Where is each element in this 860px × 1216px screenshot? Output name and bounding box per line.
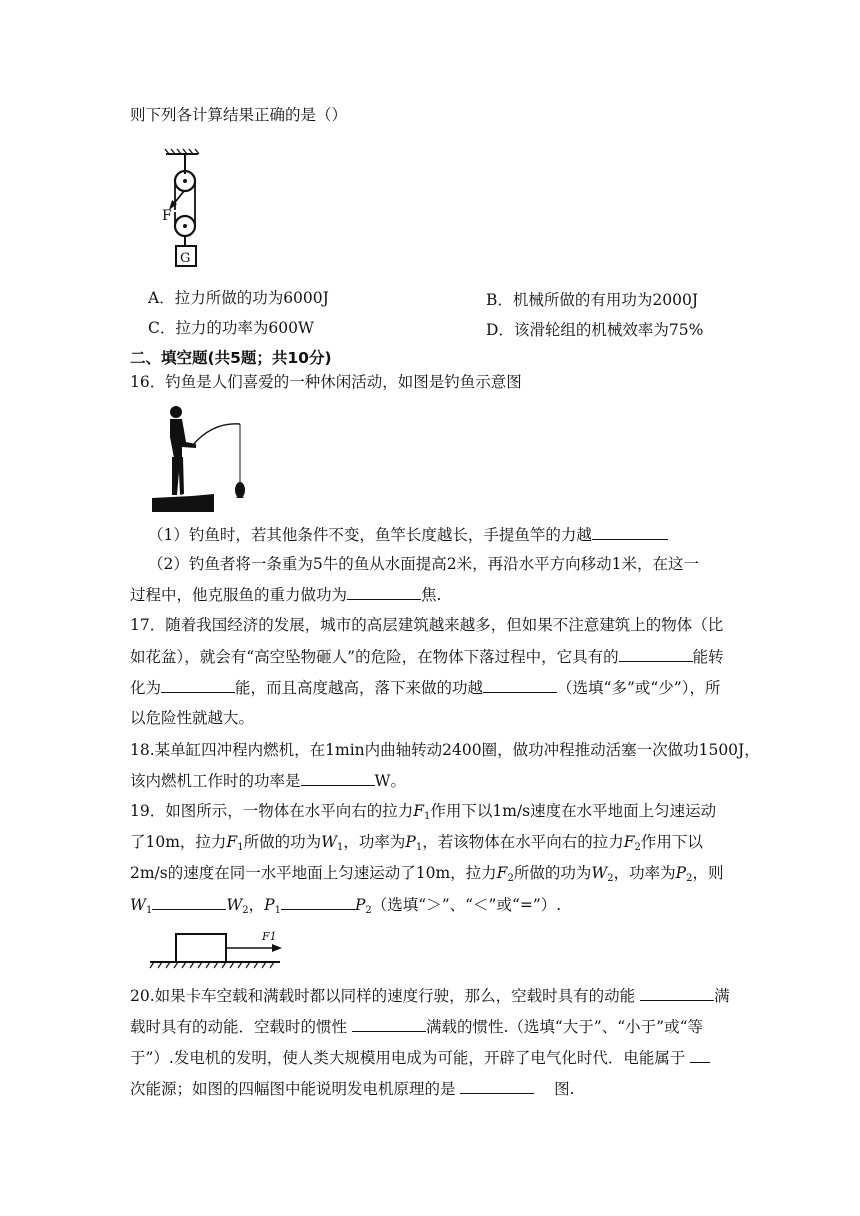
q17-text: 如花盆），就会有“高空坠物砸人”的危险，在物体下落过程中，它具有的 <box>130 648 619 666</box>
q19-text: 所做的功为 <box>243 833 322 851</box>
answer-blank[interactable] <box>161 677 235 693</box>
weight-label: G <box>180 251 191 266</box>
option-b: B．机械所做的有用功为2000J <box>486 291 699 309</box>
q20-text: 载时具有的动能．空载时的惯性 <box>130 1018 348 1036</box>
q19-line2 <box>130 832 703 858</box>
symbol-w: W <box>130 896 146 914</box>
symbol-f: F <box>623 833 635 851</box>
q19-text: 作用下以 <box>640 833 703 851</box>
subscript: 2 <box>686 873 693 884</box>
subscript: 1 <box>274 905 281 916</box>
q20-text: 满载的惯性.（选填“大于”、“小于”或“等 <box>425 1018 704 1036</box>
q16-stem: 16．钓鱼是人们喜爱的一种休闲活动，如图是钓鱼示意图 <box>130 373 522 391</box>
subscript: 1 <box>424 811 431 822</box>
q16-part1-text: （1）钓鱼时，若其他条件不变，鱼竿长度越长，手提鱼竿的力越 <box>148 526 592 544</box>
answer-blank[interactable] <box>152 894 226 910</box>
symbol-f: F <box>413 802 424 820</box>
q20-line4 <box>130 1078 575 1099</box>
force-f1-label: F1 <box>262 930 277 943</box>
section-heading: 二、填空题(共5题；共10分) <box>130 349 332 367</box>
q19-text: （选填“＞”、“＜”或“=”）. <box>371 896 562 914</box>
subscript: 2 <box>242 905 249 916</box>
symbol-p: P <box>354 896 366 914</box>
comma: ， <box>248 896 265 914</box>
answer-blank[interactable] <box>640 985 714 1001</box>
q19-text: 所做的功为 <box>513 864 592 882</box>
force-label: F <box>162 208 172 224</box>
answer-blank[interactable] <box>352 1016 426 1032</box>
q16-part2-text: 过程中，他克服鱼的重力做功为 <box>130 586 348 604</box>
symbol-w: W <box>321 833 338 851</box>
q19-line4 <box>130 894 561 921</box>
q19-text: ，则 <box>692 864 724 882</box>
q17-line3 <box>130 677 720 698</box>
subscript: 1 <box>237 842 244 853</box>
q20-text: 次能源；如图的四幅图中能说明发电机原理的是 <box>130 1080 456 1098</box>
symbol-p: P <box>405 833 416 851</box>
q18-text: W。 <box>374 772 406 790</box>
q17-text: （选填“多”或“少”），所 <box>557 679 721 697</box>
subscript: 1 <box>415 842 423 853</box>
q17-line1: 17．随着我国经济的发展，城市的高层建筑越来越多，但如果不注意建筑上的物体（比 <box>130 616 724 634</box>
q20-text: 于”）.发电机的发明，使人类大规模用电成为可能，开辟了电气化时代．电能属于 <box>130 1049 686 1067</box>
q20-line3 <box>130 1047 710 1068</box>
symbol-w: W <box>591 864 608 882</box>
symbol-f: F <box>226 833 238 851</box>
subscript: 1 <box>145 905 153 916</box>
q19-text: ，功率为 <box>613 864 676 882</box>
q20-text: 满 <box>714 987 730 1005</box>
symbol-f: F <box>496 864 508 882</box>
q19-text: 了10m，拉力 <box>130 833 227 851</box>
option-a: A．拉力所做的功为6000J <box>148 289 329 307</box>
q19-text: 作用下以1m/s速度在水平地面上匀速运动 <box>430 802 717 820</box>
q20-line1 <box>130 985 730 1006</box>
q19-text: ，功率为 <box>343 833 406 851</box>
q16-part1 <box>148 524 668 545</box>
q16-unit: 焦. <box>421 586 442 604</box>
q17-line4: 以危险性就越大。 <box>130 709 255 727</box>
symbol-p: P <box>675 864 687 882</box>
answer-blank[interactable] <box>690 1047 710 1063</box>
q19-line3 <box>130 863 723 889</box>
q17-text: 能转 <box>692 648 724 666</box>
symbol-w: W <box>226 896 243 914</box>
answer-blank[interactable] <box>281 894 355 910</box>
q19-line1 <box>130 801 716 827</box>
q20-text: 图. <box>554 1080 575 1098</box>
q19-text: 2m/s的速度在同一水平地面上匀速运动了10m，拉力 <box>130 864 497 882</box>
answer-blank[interactable] <box>592 524 668 540</box>
q18-line1: 18.某单缸四冲程内燃机，在1min内曲轴转动2400圈，做功冲程推动活塞一次做功1500J， <box>130 741 760 759</box>
answer-blank[interactable] <box>619 646 693 662</box>
subscript: 1 <box>337 842 344 853</box>
q19-text: ，若该物体在水平向右的拉力 <box>422 833 624 851</box>
q18-line2 <box>130 770 406 791</box>
q17-text: 能，而且高度越高，落下来做的功越 <box>235 679 484 697</box>
q17-line2 <box>130 646 724 667</box>
subscript: 2 <box>634 842 641 853</box>
subscript: 2 <box>607 873 614 884</box>
block-force-figure <box>148 922 288 972</box>
answer-blank[interactable] <box>460 1078 534 1094</box>
q20-text: 20.如果卡车空载和满载时都以同样的速度行驶，那么，空载时具有的动能 <box>130 987 636 1005</box>
answer-blank[interactable] <box>347 584 421 600</box>
option-c: C．拉力的功率为600W <box>148 319 314 337</box>
q15-stem: 则下列各计算结果正确的是（） <box>130 106 348 124</box>
q17-text: 化为 <box>130 679 162 697</box>
q19-text: 19．如图所示，一物体在水平向右的拉力 <box>130 802 414 820</box>
subscript: 2 <box>507 873 514 884</box>
q20-line2 <box>130 1016 703 1037</box>
subscript: 2 <box>365 905 372 916</box>
q18-text: 该内燃机工作时的功率是 <box>130 772 301 790</box>
symbol-p: P <box>264 896 275 914</box>
option-d: D．该滑轮组的机械效率为75% <box>486 321 704 339</box>
q16-part2-line1: （2）钓鱼者将一条重为5牛的鱼从水面提高2米，再沿水平方向移动1米，在这一 <box>148 555 699 573</box>
q16-part2-line2 <box>130 584 441 605</box>
fishing-figure <box>152 402 252 512</box>
answer-blank[interactable] <box>301 770 375 786</box>
answer-blank[interactable] <box>483 677 557 693</box>
pulley-figure <box>158 148 218 270</box>
